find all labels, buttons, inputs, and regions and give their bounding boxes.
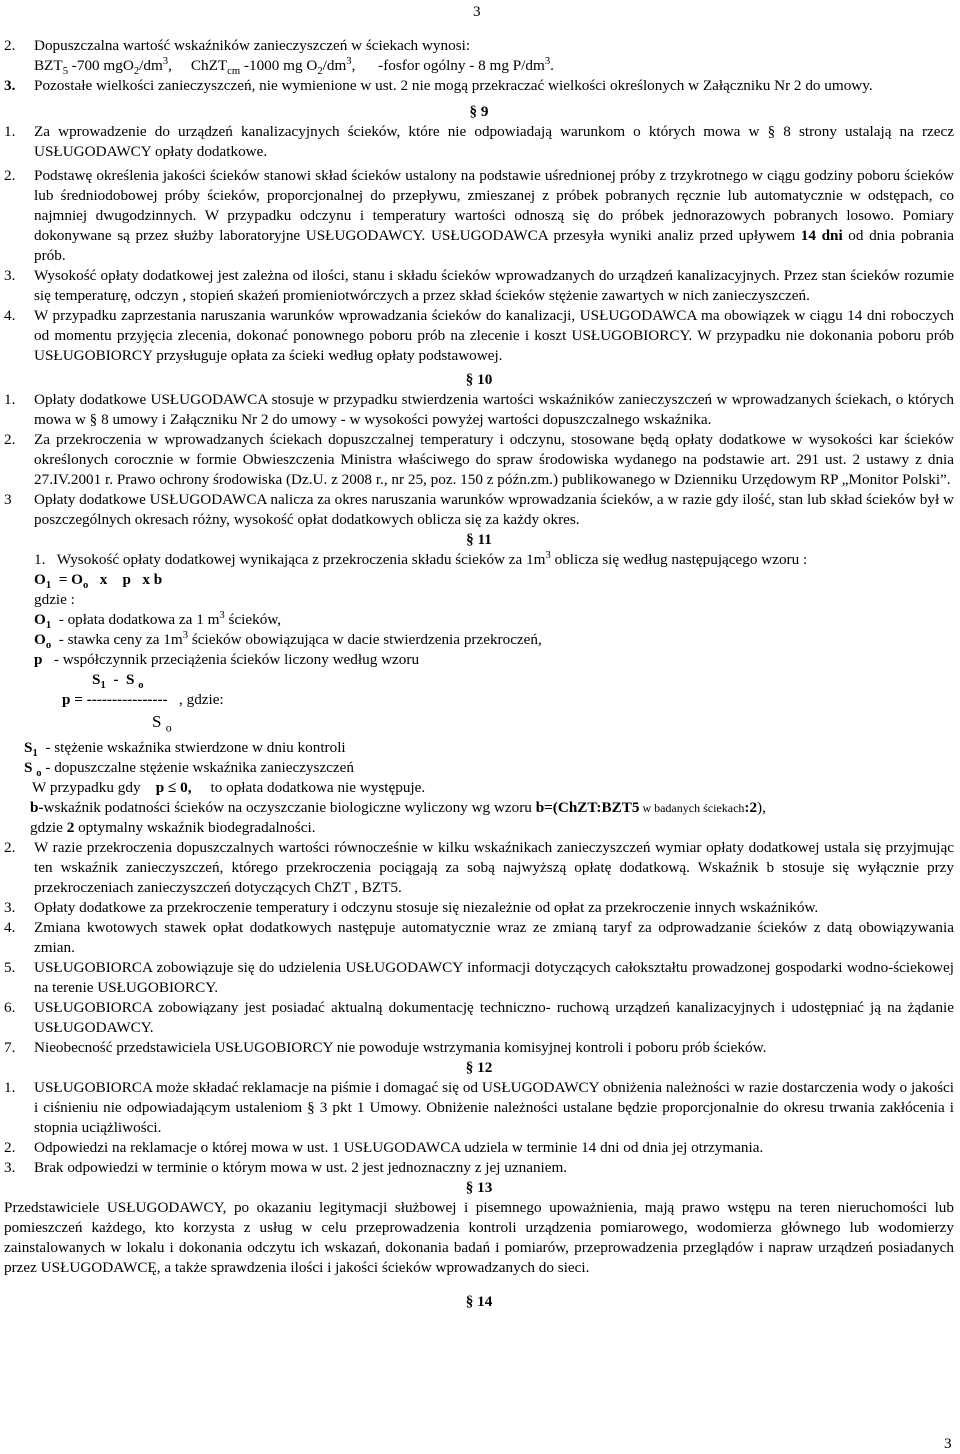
list-item: 5. USŁUGOBIORCA zobowiązuje się do udzielenia USŁUGODAWCY informacji dotyczących całokształtu prowadzonej gospodarki wodno-ściekowej na terenie USŁUGOBIORCY.: [4, 959, 954, 996]
def-o1: $O_1$ - opłata dodatkowa za 1 $m^3$ ścieków,: [34, 609, 282, 632]
def-oo: $O_o$ - stawka ceny za $1m^3$ ścieków obowiązująca w dacie stwierdzenia przekroczeń,: [34, 629, 542, 652]
list-item: 3. Opłaty dodatkowe za przekroczenie temperatury i odczynu stosuje się niezależnie od opłat za przekroczenie innych wskaźników.: [4, 899, 819, 916]
fraction-denominator: S $_o$: [152, 712, 172, 735]
list-item: 1. Opłaty dodatkowe USŁUGODAWCA stosuje w przypadku stwierdzenia wartości wskaźników zanieczyszczeń w wprowadzanych ściekach, o których mowa w § 8 umowy i Załączniku Nr 2 do umowy - w wysokości powyżej wartości dopuszczalnego wskaźnika.: [4, 391, 954, 428]
list-item: 4. Zmiana kwotowych stawek opłat dodatkowych następuje automatycznie wraz ze zmianą taryf za odprowadzanie ścieków z datą obowiązywania zmian.: [4, 919, 954, 956]
page-number-top: 3: [473, 3, 481, 20]
list-item: 2. Odpowiedzi na reklamacje o której mowa w ust. 1 USŁUGODAWCA udziela w terminie 14 dni od dnia jej otrzymania.: [4, 1139, 764, 1156]
paragraph-9-3: [4, 76, 954, 96]
list-item: 3 Opłaty dodatkowe USŁUGODAWCA nalicza za okres naruszania warunków wprowadzania ścieków, a w razie gdy ilość, stan lub skład ścieków był w poszczególnych okresach różny, wysokość opłat dodatkowych oblicza się za każdy okres.: [4, 491, 954, 528]
section-heading-11: § 11: [466, 531, 492, 548]
section-9-list: [4, 122, 954, 366]
list-item: 7. Nieobecność przedstawiciela USŁUGOBIORCY nie powoduje wstrzymania komisyjnej kontroli i poboru prób ścieków.: [4, 1039, 767, 1056]
section-heading-14: § 14: [465, 1293, 493, 1310]
formula-main: $O_1 = O_o$ x p x b: [34, 571, 163, 592]
item-number: 2.: [4, 37, 16, 54]
formula-where: gdzie :: [34, 591, 75, 608]
condition-line: W przypadku gdy p ≤ 0, to opłata dodatkowa nie występuje.: [32, 779, 426, 796]
def-so: S $_o$ - dopuszczalne stężenie wskaźnika zanieczyszczeń: [24, 759, 354, 780]
list-item: 2. W razie przekroczenia dopuszczalnych wartości równocześnie w kilku wskaźnikach zanieczyszczeń wymiar opłaty dodatkowej ustala się przyjmując ten wskaźnik zanieczyszczeń, którego przekroczenia pociągają za sobą najwyższą opłatę dodatkową. Wskaźnik b stosuje się wyłącznie przy przekroczeniach zanieczyszczeń dotyczących ChZT , BZT5.: [4, 839, 954, 896]
fraction-numerator: $S_1$ - S $_o$: [92, 671, 144, 692]
section-heading-12: § 12: [465, 1059, 493, 1076]
list-item: 4. W przypadku zaprzestania naruszania warunków wprowadzania ścieków do kanalizacji, USŁUGODAWCA ma obowiązek w ciągu 14 dni roboczych od momentu przyjęcia zlecenia, dokonać ponownego poboru prób na zlecenie i koszt USŁUGOBIORCY. W przypadku nie dokonania poboru prób USŁUGOBIORCY przysługuje opłata za ścieki według opłaty podstawowej.: [4, 307, 954, 364]
section-12-list: [4, 1078, 954, 1178]
def-b: b-wskaźnik podatności ścieków na oczyszczanie biologiczne wyliczony wg wzoru b=(ChZT:BZT5 w badanych ściekach:2),: [30, 799, 766, 816]
document-body: [4, 36, 954, 1312]
def-b-line2: gdzie 2 optymalny wskaźnik biodegradalności.: [30, 819, 316, 836]
list-item: 1. USŁUGOBIORCA może składać reklamacje na piśmie i domagać się od USŁUGODAWCY obniżenia należności w razie dostarczenia wody o jakości i ciśnieniu nie odpowiadającym ustaleniom § 3 pkt 1 Umowy. Obniżenie należności ustalane będzie proporcjonalnie do okresu trwania zakłócenia i stopnia uciążliwości.: [4, 1079, 954, 1136]
section-heading-10: § 10: [465, 371, 493, 388]
section-heading-13: § 13: [465, 1179, 493, 1196]
def-s1: $S_1$ - stężenie wskaźnika stwierdzone w dniu kontroli: [24, 739, 346, 760]
fraction-line: p = ---------------- , gdzie:: [62, 691, 224, 708]
list-item: 3. Wysokość opłaty dodatkowej jest zależna od ilości, stanu i składu ścieków wprowadzanych do urządzeń kanalizacyjnych. Przez stan ścieków rozumie się temperaturę, odczyn , stopień skażeń promieniotwórczych a przez skład ścieków stężenie zawartych w nich zanieczyszczeń.: [4, 267, 954, 304]
paragraph-9-2: 2. Dopuszczalna wartość wskaźników zanieczyszczeń w ściekach wynosi: $BZT_5$ -700 $mgO_2/dm^3$, ChZT$_{cm}$ -1000 mg $O_2/dm^3$, -fosfor ogólny - 8 mg $P/dm^3$.: [4, 37, 554, 78]
list-item: 1. Za wprowadzenie do urządzeń kanalizacyjnych ścieków, które nie odpowiadają warunkom o których mowa w § 8 strony ustalają na rzecz USŁUGODAWCY opłaty dodatkowe.: [4, 123, 954, 160]
item-text: Pozostałe wielkości zanieczyszczeń, nie wymienione w ust. 2 nie mogą przekraczać wielkości określonych w Załączniku Nr 2 do umowy.: [34, 77, 873, 94]
section-13-text: Przedstawiciele USŁUGODAWCY, po okazaniu legitymacji służbowej i pisemnego upoważnienia, mają prawo wstępu na teren nieruchomości lub pomieszczeń każdego, kto korzysta z usług w celu przeprowadzenia kontroli urządzenia pomiarowego, wodomierza głównego lub wodomierzy zainstalowanych w lokalu i dokonania odczytu ich wskazań, dokonania badań i pomiarów, przeprowadzenia przeglądów i napraw urządzeń posiadanych przez USŁUGODAWCĘ, a także sprawdzenia ilości i jakości ścieków wprowadzanych do sieci.: [4, 1199, 954, 1276]
list-item: 2. Podstawę określenia jakości ścieków stanowi skład ścieków ustalony na podstawie uśrednionej próby z trzykrotnego w ciągu godziny poboru ścieków lub średniodobowej próby ścieków, proporcjonalnej do przepływu, zmieszanej z próbek pobranych ręcznie lub automatycznie w odstępach, co najmniej dwugodzinnych. W przypadku odczynu i temperatury wartości odnoszą się do próbek jednorazowych pobranych losowo. Pomiary dokonywane są przez służby laboratoryjne USŁUGODAWCY. USŁUGODAWCA przesyła wyniki analiz przed upływem 14 dni od dnia pobrania prób.: [4, 167, 954, 264]
item-number: 3.: [4, 77, 16, 94]
section-11-list: [4, 838, 954, 1058]
section-heading-9: § 9: [469, 103, 489, 120]
list-item: 2. Za przekroczenia w wprowadzanych ściekach dopuszczalnej temperatury i odczynu, stosowane będą opłaty dodatkowe w wysokości kar ścieków określonych corocznie w formie Obwieszczenia Ministra właściwego do spraw środowiska wydanego na podstawie art. 291 ust. 2 ustawy z dnia 27.IV.2001 r. Prawo ochrony środowiska (Dz.U. z 2008 r., nr 25, poz. 150 z późn.zm.) publikowanego w Dzienniku Urzędowym RP „Monitor Polski”.: [4, 431, 954, 488]
formula-intro: 1. Wysokość opłaty dodatkowej wynikająca z przekroczenia składu ścieków za $1m^3$ oblicza się według następującego wzoru :: [34, 549, 808, 568]
section-10-list: [4, 390, 954, 530]
list-item: 3. Brak odpowiedzi w terminie o którym mowa w ust. 2 jest jednoznaczny z jej uznaniem.: [4, 1159, 568, 1176]
list-item: 6. USŁUGOBIORCA zobowiązany jest posiadać aktualną dokumentację techniczno- ruchową urządzeń kanalizacyjnych i udostępniać ją na żądanie USŁUGODAWCY.: [4, 999, 954, 1036]
section-11-formula-block: [4, 550, 954, 838]
page-number-bottom: 3: [944, 1435, 952, 1452]
def-p: p - współczynnik przeciążenia ścieków liczony według wzoru: [34, 651, 420, 668]
